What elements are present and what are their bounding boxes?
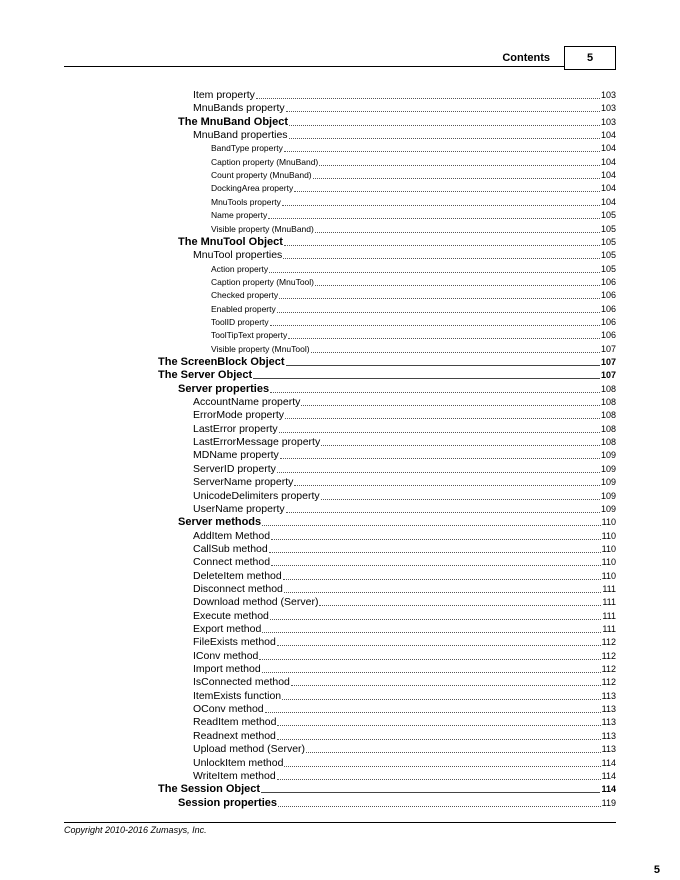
toc-entry-page: 104 — [600, 183, 616, 194]
toc-leader-dots — [286, 512, 600, 513]
toc-entry-label: The MnuBand Object — [178, 115, 288, 128]
toc-leader-dots — [259, 659, 600, 660]
toc-leader-dots — [291, 685, 601, 686]
toc-entry-label: ErrorMode property — [193, 409, 285, 422]
toc-entry[interactable] — [211, 343, 616, 356]
toc-leader-dots — [277, 312, 600, 313]
toc-entry-label: Item property — [193, 89, 255, 101]
toc-entry-label: Action property — [211, 263, 269, 274]
toc-entry-page: 108 — [600, 437, 616, 448]
toc-leader-dots — [313, 178, 600, 179]
toc-entry[interactable] — [158, 356, 616, 369]
toc-leader-dots — [270, 392, 600, 393]
toc-entry-page: 106 — [600, 290, 616, 301]
toc-entry[interactable] — [193, 449, 616, 462]
toc-entry-label: MnuTool properties — [193, 249, 283, 262]
toc-leader-dots — [277, 739, 601, 740]
toc-entry-page: 113 — [601, 717, 616, 728]
toc-leader-dots — [268, 218, 600, 219]
toc-leader-dots — [301, 405, 600, 406]
toc-entry[interactable] — [193, 596, 616, 609]
toc-entry-label: IConv method — [193, 649, 259, 662]
toc-entry-page: 106 — [600, 303, 616, 314]
toc-entry-page: 110 — [601, 530, 616, 541]
toc-leader-dots — [319, 605, 601, 606]
toc-entry-page: 108 — [600, 383, 616, 394]
toc-entry-label: Count property (MnuBand) — [211, 170, 312, 181]
toc-entry-label: Disconnect method — [193, 583, 283, 595]
toc-entry[interactable] — [193, 663, 616, 676]
toc-leader-dots — [288, 338, 600, 339]
toc-entry[interactable] — [211, 169, 616, 182]
toc-leader-dots — [279, 298, 600, 299]
toc-entry-label: UnicodeDelimiters property — [193, 489, 320, 502]
toc-entry[interactable] — [193, 610, 616, 623]
toc-entry-label: ServerID property — [193, 462, 276, 475]
footer-rule — [64, 822, 616, 823]
toc-entry[interactable] — [211, 182, 616, 195]
footer-page-number: 5 — [653, 864, 660, 876]
toc-entry-label: ServerName property — [193, 476, 294, 489]
toc-leader-dots — [289, 138, 600, 139]
toc-leader-dots — [319, 165, 600, 166]
toc-entry-label: The Server Object — [158, 369, 253, 382]
toc-entry-page: 119 — [601, 797, 616, 808]
toc-entry-page: 107 — [600, 343, 616, 354]
toc-entry-label: LastErrorMessage property — [193, 436, 321, 449]
toc-entry-label: Session properties — [178, 796, 278, 809]
toc-leader-dots — [262, 632, 601, 633]
toc-entry-label: DockingArea property — [211, 183, 294, 194]
header-rule — [64, 66, 564, 67]
toc-entry-page: 111 — [602, 610, 616, 621]
toc-leader-dots — [279, 432, 600, 433]
toc-entry-page: 109 — [600, 450, 616, 461]
toc-leader-dots — [283, 258, 600, 259]
toc-entry-page: 109 — [600, 463, 616, 474]
toc-entry-page: 109 — [600, 477, 616, 488]
toc-entry-page: 113 — [601, 744, 616, 755]
toc-entry-page: 113 — [601, 730, 616, 741]
toc-entry-page: 112 — [601, 637, 616, 648]
toc-entry-label: ItemExists function — [193, 689, 282, 702]
toc-leader-dots — [294, 485, 600, 486]
toc-entry[interactable] — [193, 543, 616, 556]
toc-entry-page: 107 — [600, 370, 616, 381]
toc-entry[interactable] — [193, 770, 616, 783]
toc-entry[interactable] — [193, 530, 616, 543]
toc-entry[interactable] — [178, 797, 616, 810]
toc-entry-label: LastError property — [193, 422, 278, 435]
toc-entry[interactable] — [193, 757, 616, 770]
toc-entry-page: 111 — [602, 584, 616, 594]
toc-leader-dots — [277, 779, 601, 780]
toc-entry-page: 108 — [600, 423, 616, 434]
toc-entry[interactable] — [193, 102, 616, 115]
toc-entry-page: 103 — [600, 103, 616, 114]
toc-leader-dots — [306, 752, 601, 753]
toc-entry[interactable] — [211, 209, 616, 222]
toc-entry-page: 112 — [601, 677, 616, 688]
toc-leader-dots — [284, 151, 600, 152]
toc-entry[interactable] — [193, 503, 616, 516]
toc-entry-page: 104 — [600, 156, 616, 167]
toc-entry[interactable] — [211, 196, 616, 209]
toc-entry[interactable] — [193, 396, 616, 409]
toc-entry-label: ToolID property — [211, 316, 269, 327]
toc-entry-page: 107 — [600, 357, 616, 367]
toc-entry-page: 105 — [600, 223, 616, 234]
toc-leader-dots — [271, 539, 601, 540]
toc-entry-page: 105 — [600, 210, 616, 221]
toc-entry[interactable] — [193, 436, 616, 449]
header-page-number: 5 — [564, 46, 616, 70]
toc-leader-dots — [283, 579, 601, 580]
toc-entry-label: MnuBands property — [193, 102, 285, 115]
toc-leader-dots — [261, 792, 600, 793]
toc-entry-label: Name property — [211, 210, 268, 221]
toc-entry-label: IsConnected method — [193, 676, 290, 689]
toc-leader-dots — [265, 712, 601, 713]
toc-entry-label: Execute method — [193, 609, 269, 622]
toc-entry[interactable] — [158, 369, 616, 382]
toc-entry-label: MDName property — [193, 449, 279, 462]
toc-entry-label: The MnuTool Object — [178, 235, 283, 248]
toc-leader-dots — [286, 111, 600, 112]
toc-entry[interactable] — [178, 516, 616, 529]
toc-entry-label: Visible property (MnuBand) — [211, 223, 314, 234]
toc-entry-page: 104 — [600, 170, 616, 181]
toc-entry[interactable] — [193, 703, 616, 716]
toc-entry[interactable] — [178, 236, 616, 249]
toc-entry[interactable] — [158, 783, 616, 796]
toc-entry[interactable] — [211, 303, 616, 316]
toc-leader-dots — [262, 525, 600, 526]
toc-entry-page: 104 — [600, 196, 616, 207]
toc-entry[interactable] — [193, 89, 616, 102]
toc-entry-label: MnuBand properties — [193, 129, 288, 142]
toc-entry-page: 105 — [600, 263, 616, 274]
toc-leader-dots — [284, 766, 600, 767]
toc-entry[interactable] — [193, 690, 616, 703]
toc-entry-page: 106 — [600, 316, 616, 327]
toc-entry[interactable] — [211, 329, 616, 342]
toc-entry-page: 113 — [601, 690, 616, 701]
toc-entry-label: Enabled property — [211, 303, 276, 314]
toc-leader-dots — [277, 725, 600, 726]
toc-entry[interactable] — [211, 156, 616, 169]
toc-leader-dots — [284, 592, 601, 593]
toc-leader-dots — [321, 445, 600, 446]
toc-entry-label: Readnext method — [193, 729, 276, 742]
toc-entry-label: Upload method (Server) — [193, 743, 306, 756]
toc-entry-page: 110 — [601, 517, 616, 528]
toc-entry[interactable] — [193, 463, 616, 476]
toc-leader-dots — [289, 125, 600, 126]
toc-entry-page: 106 — [600, 276, 616, 287]
toc-leader-dots — [285, 418, 600, 419]
toc-entry[interactable] — [211, 142, 616, 155]
toc-entry-label: Server properties — [178, 382, 270, 395]
toc-entry-label: MnuTools property — [211, 196, 281, 207]
toc-entry-page: 112 — [601, 650, 616, 661]
toc-leader-dots — [256, 98, 600, 99]
toc-leader-dots — [282, 205, 600, 206]
toc-entry-label: UnlockItem method — [193, 756, 284, 769]
toc-entry-label: UserName property — [193, 502, 285, 515]
toc-entry[interactable] — [211, 263, 616, 276]
toc-leader-dots — [277, 472, 600, 473]
toc-leader-dots — [282, 699, 601, 700]
toc-leader-dots — [271, 565, 601, 566]
toc-entry-page: 109 — [600, 490, 616, 501]
toc-entry-label: The ScreenBlock Object — [158, 356, 285, 368]
toc-entry-page: 111 — [602, 597, 616, 608]
toc-entry-page: 104 — [600, 130, 616, 141]
toc-entry[interactable] — [211, 223, 616, 236]
toc-leader-dots — [269, 552, 601, 553]
toc-entry-label: DeleteItem method — [193, 569, 282, 582]
toc-entry-label: Visible property (MnuTool) — [211, 343, 310, 354]
toc-entry-page: 104 — [600, 143, 616, 154]
toc-leader-dots — [315, 232, 600, 233]
toc-entry-page: 105 — [600, 250, 616, 261]
toc-leader-dots — [253, 378, 600, 379]
header-title: Contents — [502, 52, 550, 64]
toc-entry-page: 110 — [601, 570, 616, 581]
toc-entry-label: ToolTipText property — [211, 330, 288, 341]
toc-entry[interactable] — [178, 116, 616, 129]
toc-entry[interactable] — [193, 583, 616, 596]
toc-entry-page: 106 — [600, 330, 616, 341]
toc-leader-dots — [270, 619, 601, 620]
toc-entry-page: 103 — [600, 116, 616, 127]
toc-entry-page: 109 — [600, 503, 616, 514]
toc-entry[interactable] — [193, 249, 616, 262]
toc-entry-page: 113 — [601, 704, 616, 715]
toc-entry[interactable] — [193, 556, 616, 569]
footer-copyright: Copyright 2010-2016 Zumasys, Inc. — [64, 825, 207, 835]
toc-entry-page: 114 — [601, 770, 616, 781]
toc-entry[interactable] — [193, 650, 616, 663]
toc-entry[interactable] — [193, 476, 616, 489]
toc-entry[interactable] — [193, 623, 616, 636]
toc-entry[interactable] — [193, 676, 616, 689]
toc-entry[interactable] — [193, 129, 616, 142]
toc-leader-dots — [315, 285, 600, 286]
toc-entry-label: Caption property (MnuTool) — [211, 276, 314, 287]
toc-entry-label: OConv method — [193, 703, 264, 716]
toc-entry-label: Download method (Server) — [193, 596, 319, 609]
toc-leader-dots — [270, 325, 600, 326]
toc-leader-dots — [311, 352, 600, 353]
toc-entry[interactable] — [193, 409, 616, 422]
toc-entry-page: 108 — [600, 397, 616, 408]
toc-entry-label: Caption property (MnuBand) — [211, 156, 319, 167]
toc-entry[interactable] — [178, 383, 616, 396]
toc-entry-page: 112 — [601, 664, 616, 674]
toc-entry-label: WriteItem method — [193, 769, 276, 782]
toc-entry[interactable] — [193, 423, 616, 436]
toc-leader-dots — [286, 365, 600, 366]
toc-leader-dots — [284, 245, 600, 246]
toc-entry-page: 110 — [601, 543, 616, 554]
toc-entry-page: 114 — [601, 784, 616, 795]
toc-leader-dots — [269, 272, 600, 273]
toc-entry-label: The Session Object — [158, 783, 261, 796]
toc-leader-dots — [278, 806, 601, 807]
toc-entry-label: Server methods — [178, 516, 262, 529]
toc-entry-label: Connect method — [193, 556, 271, 569]
toc-entry-label: Import method — [193, 663, 261, 675]
toc-entry[interactable] — [193, 570, 616, 583]
toc-entry-page: 110 — [601, 557, 616, 568]
toc-leader-dots — [280, 458, 600, 459]
toc-entry[interactable] — [211, 276, 616, 289]
toc-entry-label: BandType property — [211, 143, 283, 154]
toc-entry-label: AccountName property — [193, 396, 301, 409]
toc-entry-label: CallSub method — [193, 542, 268, 555]
toc-entry[interactable] — [211, 316, 616, 329]
toc-entry-label: ReadItem method — [193, 716, 277, 729]
toc-entry-page: 111 — [602, 624, 616, 634]
toc-leader-dots — [294, 191, 600, 192]
toc-entry-label: Checked property — [211, 290, 279, 301]
toc-entry[interactable] — [193, 730, 616, 743]
toc-entry[interactable] — [193, 636, 616, 649]
toc-entry-label: Export method — [193, 623, 262, 635]
toc-leader-dots — [321, 499, 600, 500]
toc-leader-dots — [262, 672, 601, 673]
toc-entry-page: 103 — [600, 90, 616, 100]
toc-entry[interactable] — [193, 743, 616, 756]
toc-entry-page: 105 — [600, 236, 616, 247]
toc-leader-dots — [277, 645, 601, 646]
toc-entry-label: AddItem Method — [193, 529, 271, 542]
toc-entry-label: FileExists method — [193, 636, 276, 649]
toc-entry-page: 114 — [601, 757, 616, 768]
toc-entry-page: 108 — [600, 410, 616, 421]
toc-entry[interactable] — [211, 289, 616, 302]
toc-entry[interactable] — [193, 490, 616, 503]
toc-entry[interactable] — [193, 716, 616, 729]
